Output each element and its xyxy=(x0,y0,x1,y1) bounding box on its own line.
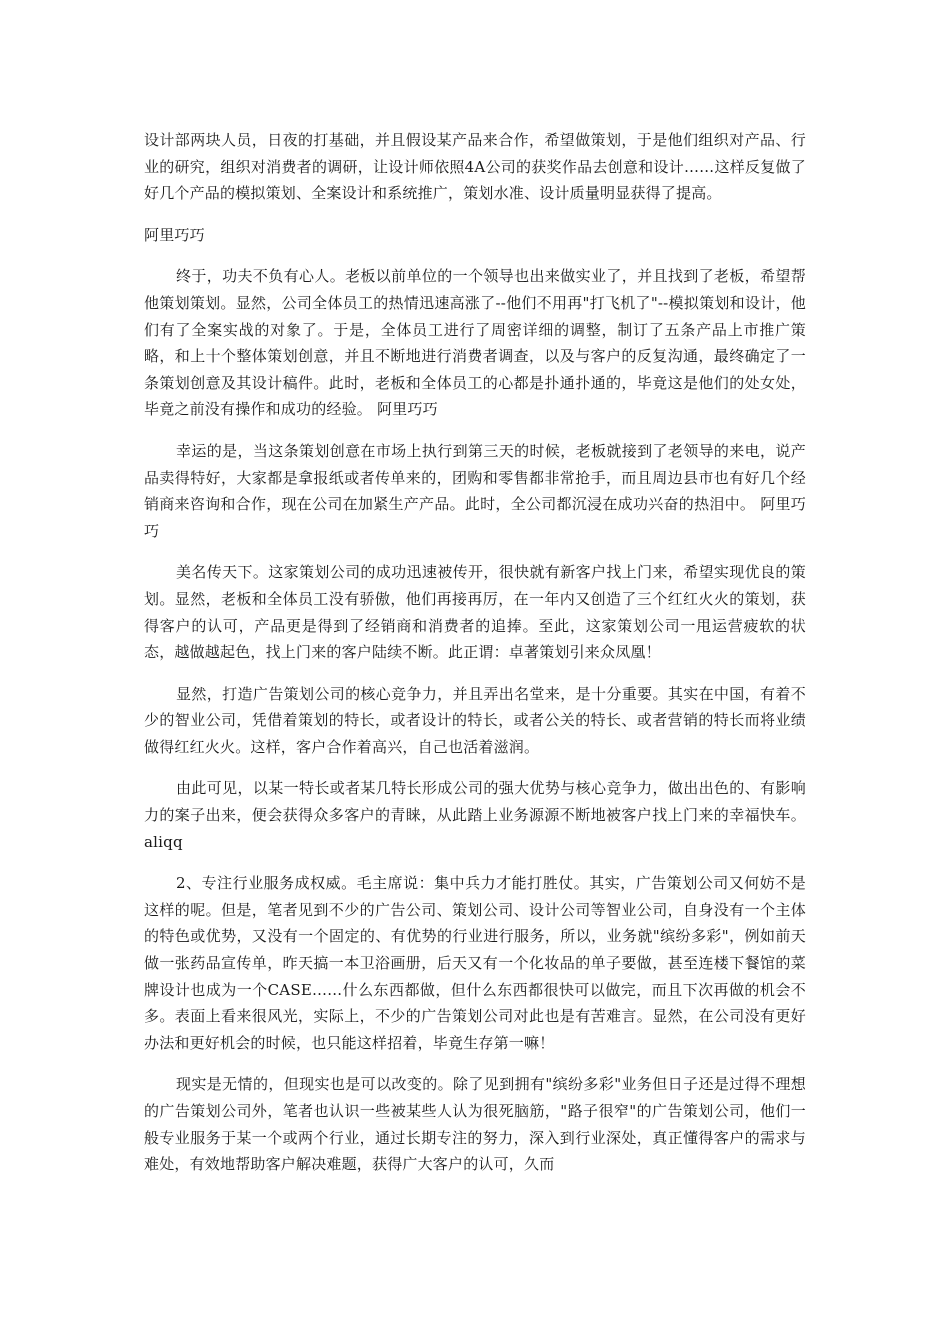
paragraph-6: 显然，打造广告策划公司的核心竞争力，并且弄出名堂来，是十分重要。其实在中国，有着不少的智业公司，凭借着策划的特长，或者设计的特长，或者公关的特长、或者营销的特长而将业绩做得红红火火。这样，客户合作着高兴，自己也活着滋润。 xyxy=(144,684,806,756)
paragraph-1: 设计部两块人员，日夜的打基础，并且假设某产品来合作，希望做策划，于是他们组织对产品、行业的研究，组织对消费者的调研，让设计师依照4A公司的获奖作品去创意和设计……这样反复做了好几个产品的模拟策划、全案设计和系统推广，策划水准、设计质量明显获得了提高。 xyxy=(144,131,806,203)
paragraph-9: 现实是无情的，但现实也是可以改变的。除了见到拥有"缤纷多彩"业务但日子还是过得不理想的广告策划公司外，笔者也认识一些被某些人认为很死脑筋，"路子很窄"的广告策划公司，他们一般专业服务于某一个或两个行业，通过长期专注的努力，深入到行业深处，真正懂得客户的需求与难处，有效地帮助客户解决难题，获得广大客户的认可，久而 xyxy=(144,1075,806,1174)
paragraph-7: 由此可见，以某一特长或者某几特长形成公司的强大优势与核心竞争力，做出出色的、有影响力的案子出来，便会获得众多客户的青睐，从此踏上业务源源不断地被客户找上门来的幸福快车。 aliqq xyxy=(144,779,806,851)
document-page xyxy=(144,127,806,1178)
paragraph-2-signature: 阿里巧巧 xyxy=(144,225,205,244)
paragraph-3: 终于，功夫不负有心人。老板以前单位的一个领导也出来做实业了，并且找到了老板，希望帮他策划策划。显然，公司全体员工的热情迅速高涨了--他们不用再"打飞机了"--模拟策划和设计，他们有了全案实战的对象了。于是，全体员工进行了周密详细的调整，制订了五条产品上市推广策略，和上十个整体策划创意，并且不断地进行消费者调查，以及与客户的反复沟通，最终确定了一条策划创意及其设计稿件。此时，老板和全体员工的心都是扑通扑通的，毕竟这是他们的处女处，毕竟之前没有操作和成功的经验。 阿里巧巧 xyxy=(144,267,806,419)
paragraph-5: 美名传天下。这家策划公司的成功迅速被传开，很快就有新客户找上门来，希望实现优良的策划。显然，老板和全体员工没有骄傲，他们再接再厉，在一年内又创造了三个红红火火的策划，获得客户的认可，产品更是得到了经销商和消费者的追捧。至此，这家策划公司一甩运营疲软的状态，越做越起色，找上门来的客户陆续不断。此正谓：卓著策划引来众凤凰！ xyxy=(144,563,806,662)
paragraph-4: 幸运的是，当这条策划创意在市场上执行到第三天的时候，老板就接到了老领导的来电，说产品卖得特好，大家都是拿报纸或者传单来的，团购和零售都非常抢手，而且周边县市也有好几个经销商来咨询和合作，现在公司在加紧生产产品。此时，全公司都沉浸在成功兴奋的热泪中。 阿里巧巧 xyxy=(144,441,806,540)
paragraph-8: 2、专注行业服务成权威。毛主席说：集中兵力才能打胜仗。其实，广告策划公司又何妨不是这样的呢。但是，笔者见到不少的广告公司、策划公司、设计公司等智业公司，自身没有一个主体的特色或优势，又没有一个固定的、有优势的行业进行服务，所以，业务就"缤纷多彩"，例如前天做一张药品宣传单，昨天搞一本卫浴画册，后天又有一个化妆品的单子要做，甚至连楼下餐馆的菜牌设计也成为一个CASE……什么东西都做，但什么东西都很快可以做完，而且下次再做的机会不多。表面上看来很风光，实际上，不少的广告策划公司对此也是有苦难言。显然，在公司没有更好办法和更好机会的时候，也只能这样招着，毕竟生存第一嘛！ xyxy=(144,874,806,1052)
